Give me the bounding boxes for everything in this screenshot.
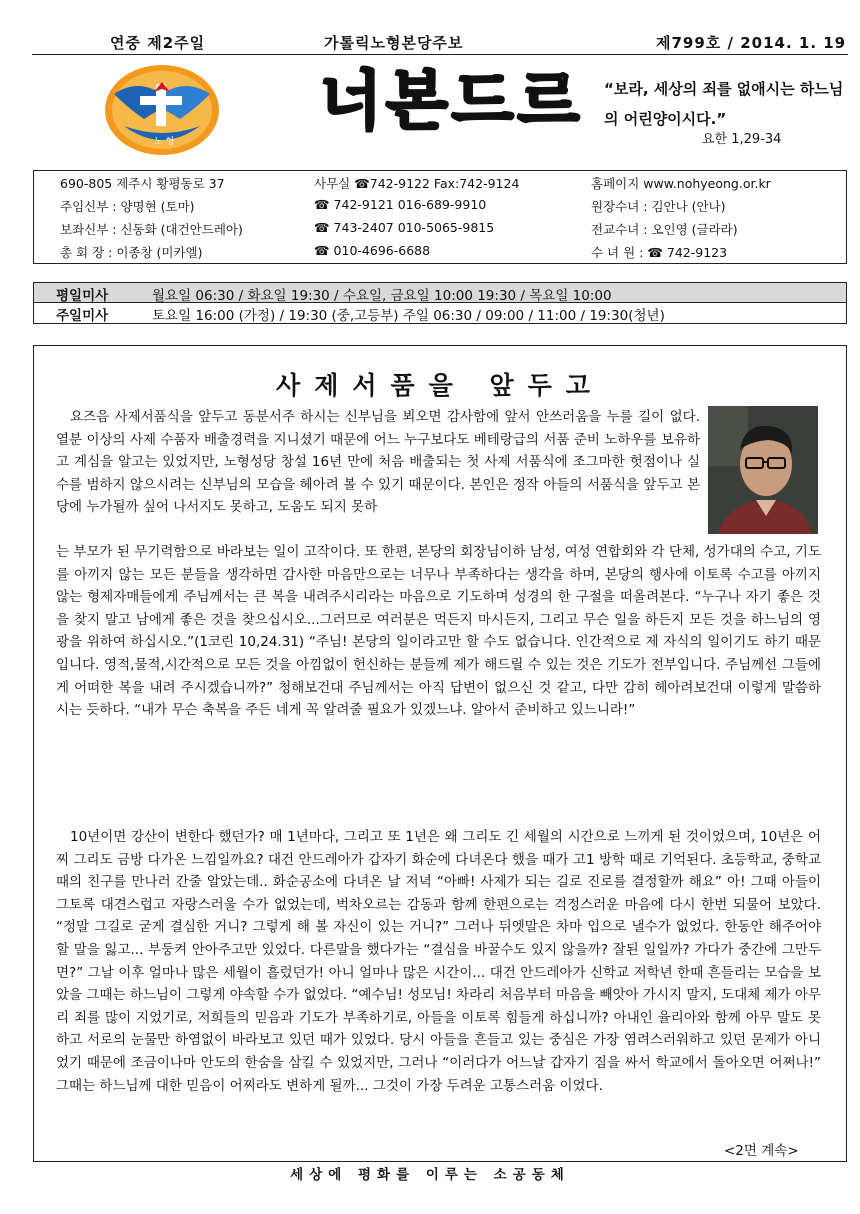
weekly-verse: “보라, 세상의 죄를 없애시는 하느님의 어린양이시다.” — [604, 80, 844, 128]
sunday-mass-row — [34, 303, 846, 322]
info-assistant-phone: ☎ 743-2407 010-5065-9815 — [314, 220, 495, 235]
info-pastor-phone: ☎ 742-9121 016-689-9910 — [314, 197, 487, 212]
liturgical-season: 연중 제2주일 — [110, 34, 206, 52]
top-header — [32, 30, 848, 55]
mass-schedule — [33, 282, 847, 324]
info-superior-sister: 원장수녀 : 김안나 (안나) — [591, 199, 726, 214]
info-row — [34, 217, 846, 239]
weekday-mass-label: 평일미사 — [56, 288, 109, 304]
article-paragraph-2: 10년이면 강산이 변한다 했던가? 매 1년마다, 그리고 또 1년은 왜 그리도 긴 세월의 시간으로 느끼게 된 것이었으며, 10년은 어찌 그리도 금방 다가온 느낌일까요? 대건 안드레아가 갑자기 화순에 다녀온다 했을 때가 고1 방학 때로 기억된다. 초등학교, 중학교 때의 친구를 만나러 간줄 알았는데.. 화순공소에 다녀온 날 저녁 “아빠! 사제가 되는 길로 진로를 결정할까 해요” 아! 그때 아들이 그토록 대견스럽고 자랑스러울 수가 없었는데, 벅차오르는 감동과 함께 한편으로는 걱정스러운 마음에 다시 한번 되물어 보았다. “정말 그길로 굳게 결심한 거니? 그렇게 해 볼 자신이 있는 거니?” 그러나 뒤엣말은 차마 입으로 낼수가 없었다. 한동안 해주어야 할 말을 잃고... 부둥켜 안아주고만 있었다. 다른말을 했다가는 “결심을 바꿀수도 있지 않을까? 잘된 일일까? 가다가 중간에 그만두면?” 그날 이후 얼마나 많은 세월이 흘렀던가! 아니 얼마나 많은 시간이... 대건 안드레아가 신학교 저학년 한때 흔들리는 모습을 보았을 그때는 하느님이 그렇게 야속할 수가 없었다. “예수님! 성모님! 차라리 처음부터 마음을 빼앗아 가시지 말지, 도대체 제가 아무리 죄를 많이 지었기로, 저희들의 믿음과 기도가 부족하기로, 아들을 이토록 힘들게 하십니까? 아내인 율리아와 함께 아무 말도 못하고 서로의 눈물만 하염없이 바라보고 있던 때가 있었다. 당시 아들을 흔들고 있는 중심은 가장 염려스러워하고 있던 문제가 아니었기 때문에 조금이나마 안도의 한숨을 삼킬 수 있었지만, 그러나 “이러다가 어느날 갑자기 짐을 싸서 학교에서 돌아오면 어쩌나!” 그때는 하느님께 대한 믿음이 어찌라도 변하게 될까... 그것이 가장 두려운 고통스러움 이었다. — [56, 829, 821, 1094]
article-paragraph-1-top: 요즈음 사제서품식을 앞두고 동분서주 하시는 신부님을 뵈오면 감사함에 앞서 안쓰러움을 누를 길이 없다. 열분 이상의 사제 수품자 배출경력을 지니셨기 때문에 어느 누구보다도 베테랑급의 서품 준비 노하우를 보유하고 계심을 알고는 있었지만, 노형성당 창설 16년 만에 처음 배출되는 첫 사제 서품식에 조그마한 헛점이나 실수를 범하지 않으시려는 신부님의 모습을 헤아려 볼 수 있기 때문이다. 본인은 정작 아들의 서품식을 앞두고 본당에 누가될까 싶어 나서지도 못하고, 도움도 되지 못하 — [56, 409, 700, 516]
info-assistant-priest: 보좌신부 : 신동화 (대건안드레아) — [60, 222, 243, 237]
article-box — [33, 345, 847, 1162]
weekday-mass-times: 월요일 06:30 / 화요일 19:30 / 수요일, 금요일 10:00 19:30 / 목요일 10:00 — [152, 288, 612, 304]
info-pastor: 주임신부 : 양명현 (토마) — [60, 199, 195, 214]
masthead-title: 너본드르 — [320, 65, 584, 139]
logo-text: 노 형 — [154, 137, 175, 147]
parish-info-box — [33, 170, 847, 264]
parish-logo — [104, 64, 220, 156]
weekday-mass-row — [34, 283, 846, 303]
continued-notice: <2면 계속> — [724, 1143, 799, 1159]
info-president-phone: ☎ 010-4696-6688 — [314, 243, 431, 258]
article-paragraph-1-rest: 는 부모가 된 무기력함으로 바라보는 일이 고작이다. 또 한편, 본당의 회장님이하 남성, 여성 연합회와 각 단체, 성가대의 수고, 기도를 아끼지 않는 모든 분들을 생각하면 감사한 마음만으로는 너무나 부족하다는 생각을 하며, 본당의 행사에 이토록 수고를 아끼지 않는 형제자매들에게 주님께서는 큰 복을 내려주시리라는 마음으로 기도하며 성경의 한 구절을 떠올려본다. “누구나 자기 좋은 것을 찾지 말고 남에게 좋은 것을 찾으십시오...그러므로 여러분은 먹든지 마시든지, 그리고 무슨 일을 하든지 모든 것을 하느님의 영광을 위하여 하십시오.”(1코린 10,24.31) “주님! 본당의 일이라고만 할 수도 없습니다. 인간적으로 제 자식의 일이기도 하기 때문입니다. 영적,물적,시간적으로 모든 것을 아낌없이 헌신하는 분들께 제가 해드릴 수 있는 것은 기도가 전부입니다. 주님께선 그들에게 어떠한 복을 내려 주시겠습니까?” 청해보건대 주님께서는 아직 답변이 없으신 것 같고, 다만 감히 헤아려보건대 이렇게 말씀하시는 듯하다. “내가 무슨 축복을 주든 네게 꼭 알려줄 필요가 있겠느냐. 알아서 준비하고 있느니라!” — [56, 544, 821, 719]
info-address: 690-805 제주시 황평동로 37 — [60, 176, 225, 191]
verse-reference: 요한 1,29-34 — [702, 132, 782, 147]
info-convent: 수 녀 원 : ☎ 742-9123 — [591, 245, 728, 260]
issue-number: 제799호 / 2014. 1. 19 — [656, 34, 847, 52]
info-row — [34, 194, 846, 216]
info-row — [34, 240, 846, 262]
sunday-mass-times: 토요일 16:00 (가정) / 19:30 (중,고등부) 주일 06:30 / 09:00 / 11:00 / 19:30(청년) — [152, 308, 665, 324]
article-title: 사제서품을 앞두고 — [276, 371, 604, 400]
info-council-president: 총 회 장 : 이종창 (미카엘) — [60, 245, 203, 260]
info-office: 사무실 ☎742-9122 Fax:742-9124 — [314, 176, 520, 191]
publication-name: 가톨릭노형본당주보 — [324, 34, 464, 52]
info-row — [34, 171, 846, 193]
sunday-mass-label: 주일미사 — [56, 308, 109, 324]
author-photo — [708, 406, 818, 534]
info-homepage[interactable]: 홈페이지 www.nohyeong.or.kr — [591, 176, 771, 191]
footer-motto: 세상에 평화를 이루는 소공동체 — [290, 1167, 570, 1183]
info-mission-sister: 전교수녀 : 오인영 (글라라) — [591, 222, 738, 237]
